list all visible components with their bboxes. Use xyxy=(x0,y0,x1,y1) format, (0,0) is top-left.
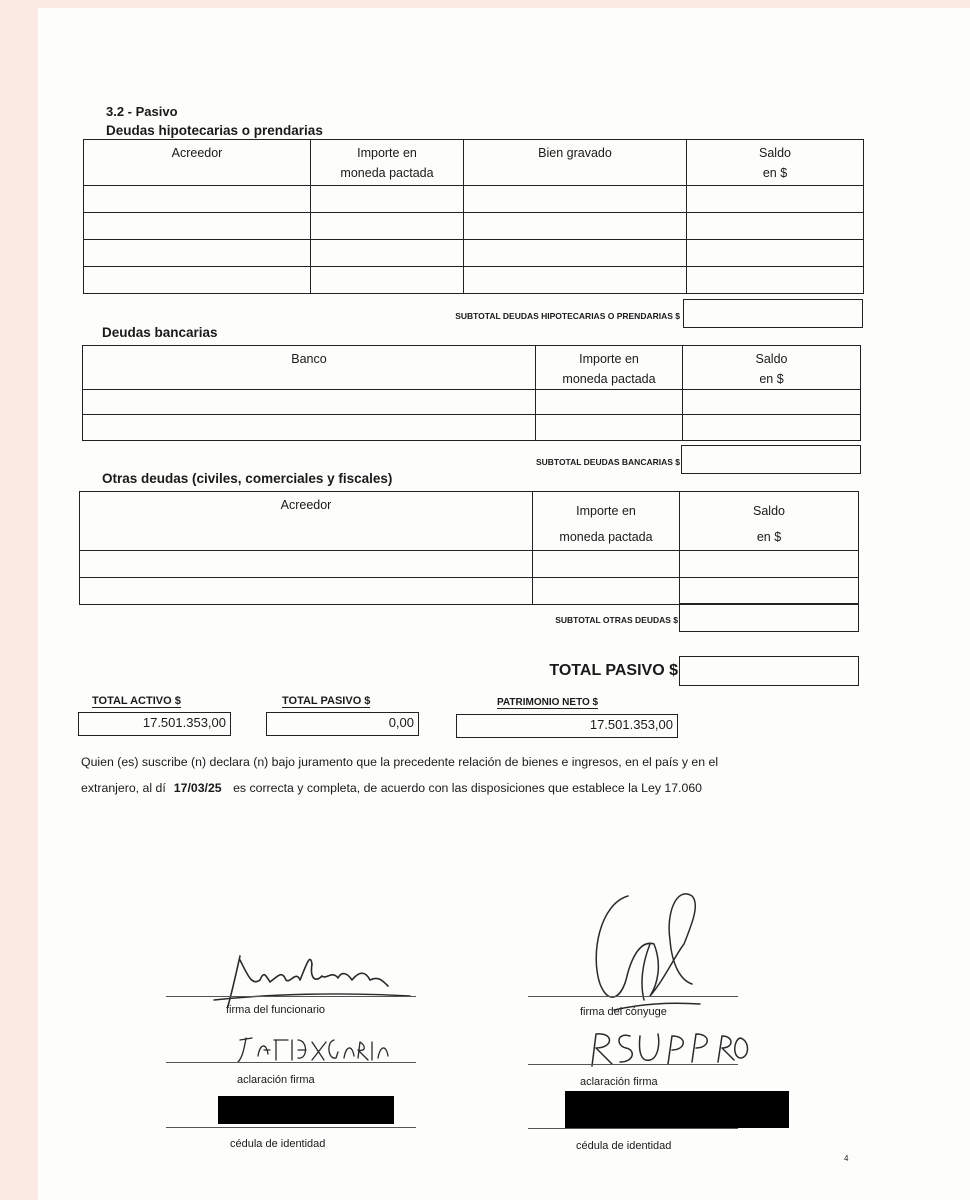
total-pasivo-summary-label: TOTAL PASIVO $ xyxy=(282,695,371,707)
table-row xyxy=(80,578,859,605)
table-row xyxy=(84,240,864,267)
spouse-signature xyxy=(580,884,730,1024)
official-clarification-handwriting xyxy=(236,1030,396,1070)
declaration-date: 17/03/25 xyxy=(166,781,230,795)
col-amount-1: Importe en xyxy=(357,146,417,160)
table-row xyxy=(84,186,864,213)
official-signature-label: firma del funcionario xyxy=(226,1004,326,1016)
spouse-signature-line xyxy=(528,996,738,997)
declaration-line-2-pre: extranjero, al dí xyxy=(81,781,166,795)
declaration-line-2 xyxy=(81,781,860,795)
spouse-id-label: cédula de identidad xyxy=(576,1140,672,1152)
spouse-clarification-handwriting xyxy=(584,1028,754,1072)
patrimonio-neto-label: PATRIMONIO NETO $ xyxy=(497,697,599,708)
table-row xyxy=(80,551,859,578)
col-balance-1: Saldo xyxy=(755,352,788,366)
col-bank: Banco xyxy=(291,352,327,366)
col-amount-1: Importe en xyxy=(579,352,639,366)
table-row xyxy=(83,390,861,415)
spouse-id-line xyxy=(528,1128,738,1129)
spouse-clarification-line xyxy=(528,1064,738,1065)
col-balance-2: en $ xyxy=(756,530,782,544)
bank-subtotal-box xyxy=(681,445,861,474)
col-balance-1: Saldo xyxy=(759,146,791,160)
total-pasivo-label: TOTAL PASIVO $ xyxy=(549,662,678,679)
spouse-signature-label: firma del cónyuge xyxy=(580,1006,667,1018)
total-pasivo-summary-value: 0,00 xyxy=(266,712,419,736)
col-amount-1: Importe en xyxy=(576,504,636,518)
mortgage-table xyxy=(83,139,864,294)
spouse-clarification-label: aclaración firma xyxy=(580,1076,658,1088)
official-signature-line xyxy=(166,996,416,997)
col-asset: Bien gravado xyxy=(538,146,612,160)
declaration-line-2-post: es correcta y completa, de acuerdo con las disposiciones que establece la Ley 17.060 xyxy=(233,781,702,795)
col-amount-2: moneda pactada xyxy=(340,166,434,180)
table-row xyxy=(84,267,864,294)
section-title: 3.2 - Pasivo xyxy=(106,104,178,119)
col-creditor: Acreedor xyxy=(280,498,332,512)
col-amount-2: moneda pactada xyxy=(562,372,656,386)
other-table xyxy=(79,491,859,605)
official-clarification-line xyxy=(166,1062,416,1063)
declaration-line-1: Quien (es) suscribe (n) declara (n) bajo juramento que la precedente relación de bienes e ingresos, en el país y en el xyxy=(81,755,719,769)
total-activo-label: TOTAL ACTIVO $ xyxy=(92,695,181,707)
mortgage-subtotal-box xyxy=(683,299,863,328)
page-number: 4 xyxy=(844,1154,849,1163)
patrimonio-neto-value: 17.501.353,00 xyxy=(456,714,678,738)
other-subtotal-box xyxy=(679,603,859,632)
col-balance-2: en $ xyxy=(762,166,788,180)
total-activo-value: 17.501.353,00 xyxy=(78,712,231,736)
official-id-line xyxy=(166,1127,416,1128)
official-clarification-label: aclaración firma xyxy=(237,1074,315,1086)
official-id-redaction xyxy=(218,1096,394,1124)
col-creditor: Acreedor xyxy=(171,146,223,160)
official-id-label: cédula de identidad xyxy=(230,1138,326,1150)
col-balance-1: Saldo xyxy=(753,504,785,518)
other-title: Otras deudas (civiles, comerciales y fiscales) xyxy=(102,471,393,486)
bank-title: Deudas bancarias xyxy=(102,325,218,340)
mortgage-subtotal-label: SUBTOTAL DEUDAS HIPOTECARIAS O PRENDARIAS $ xyxy=(455,311,680,321)
table-row xyxy=(84,213,864,240)
spouse-id-redaction xyxy=(565,1091,789,1128)
total-pasivo-box xyxy=(679,656,859,686)
bank-subtotal-label: SUBTOTAL DEUDAS BANCARIAS $ xyxy=(535,457,680,467)
other-subtotal-label: SUBTOTAL OTRAS DEUDAS $ xyxy=(555,615,678,625)
bank-table xyxy=(82,345,861,441)
col-amount-2: moneda pactada xyxy=(559,530,653,544)
mortgage-title: Deudas hipotecarias o prendarias xyxy=(106,123,323,138)
col-balance-2: en $ xyxy=(759,372,784,386)
table-row xyxy=(83,415,861,441)
